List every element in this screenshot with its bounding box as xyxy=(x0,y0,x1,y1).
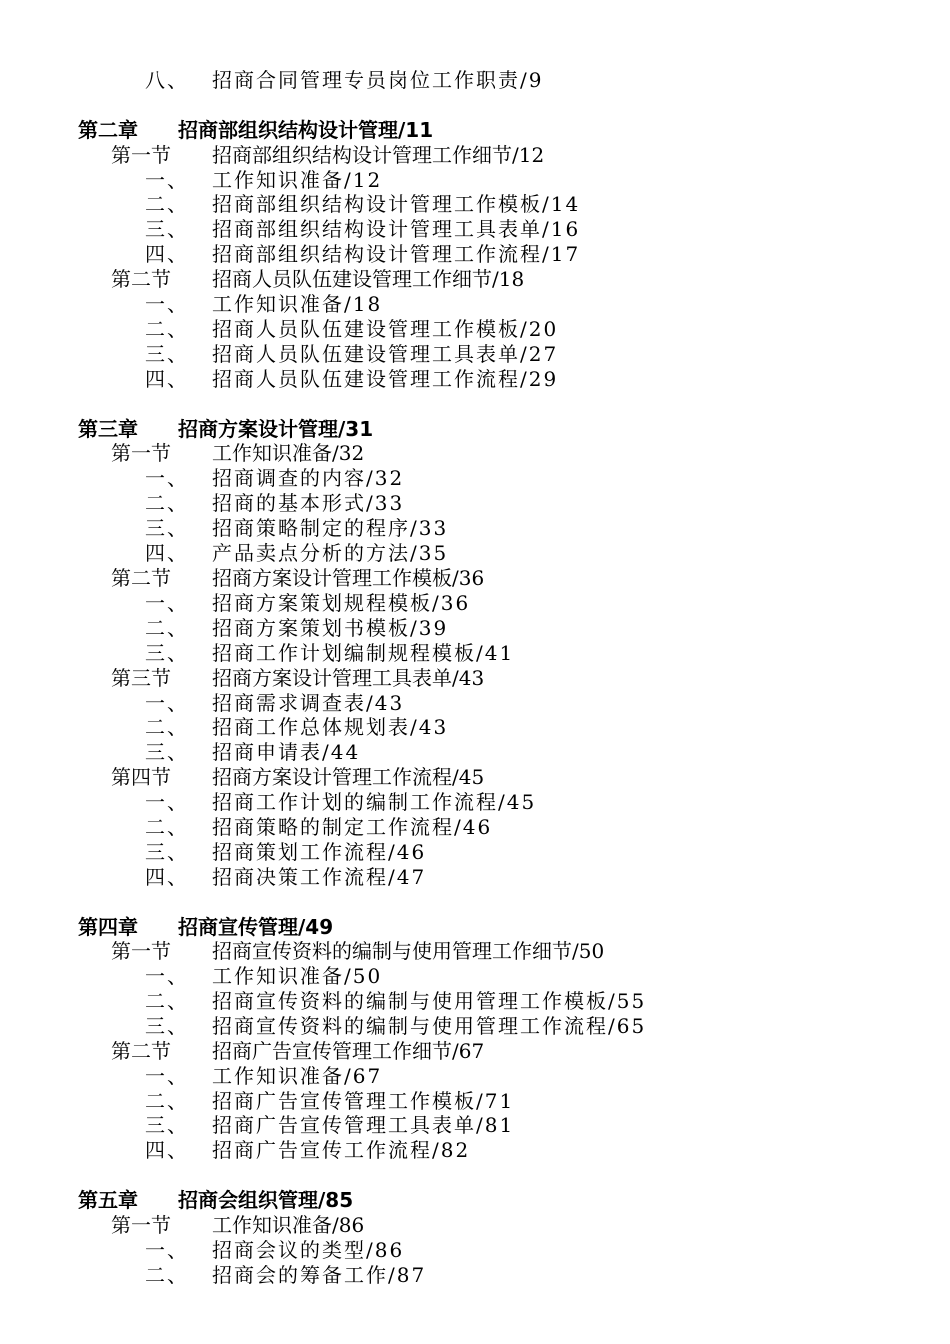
toc-item-title: 招商人员队伍建设管理工作模板/20 xyxy=(212,317,559,341)
toc-section-title: 招商广告宣传管理工作细节/67 xyxy=(212,1039,485,1063)
toc-section-number: 第一节 xyxy=(111,939,171,963)
toc-chapter-title: 招商方案设计管理/31 xyxy=(178,417,374,441)
toc-item-number: 一、 xyxy=(145,292,189,316)
toc-chapter-number: 第五章 xyxy=(78,1188,138,1212)
toc-item-title: 招商广告宣传工作流程/82 xyxy=(212,1138,471,1162)
toc-item-title: 招商宣传资料的编制与使用管理工作流程/65 xyxy=(212,1014,647,1038)
toc-section-number: 第一节 xyxy=(111,441,171,465)
toc-item-title: 招商宣传资料的编制与使用管理工作模板/55 xyxy=(212,989,647,1013)
toc-item-title: 招商会议的类型/86 xyxy=(212,1238,405,1262)
toc-item-number: 三、 xyxy=(145,641,189,665)
toc-chapter-title: 招商宣传管理/49 xyxy=(178,915,334,939)
toc-item-title: 招商的基本形式/33 xyxy=(212,491,405,515)
toc-chapter-number: 第二章 xyxy=(78,118,138,142)
toc-chapter-number: 第三章 xyxy=(78,417,138,441)
toc-item-title: 招商部组织结构设计管理工作模板/14 xyxy=(212,192,581,216)
toc-item-title: 招商会的筹备工作/87 xyxy=(212,1263,427,1287)
toc-item-title: 招商工作计划编制规程模板/41 xyxy=(212,641,515,665)
toc-item-number: 四、 xyxy=(145,865,189,889)
toc-item-title: 产品卖点分析的方法/35 xyxy=(212,541,449,565)
toc-chapter-number: 第四章 xyxy=(78,915,138,939)
toc-item-title: 招商部组织结构设计管理工作流程/17 xyxy=(212,242,581,266)
toc-item-title: 招商需求调查表/43 xyxy=(212,691,405,715)
toc-item-number: 二、 xyxy=(145,1263,189,1287)
toc-item-number: 二、 xyxy=(145,491,189,515)
toc-item-number: 一、 xyxy=(145,691,189,715)
toc-item-number: 三、 xyxy=(145,840,189,864)
toc-section-number: 第一节 xyxy=(111,143,171,167)
toc-item-number: 一、 xyxy=(145,591,189,615)
toc-section-title: 工作知识准备/32 xyxy=(212,441,365,465)
toc-item-number: 二、 xyxy=(145,715,189,739)
toc-item-number: 一、 xyxy=(145,1238,189,1262)
toc-item-title: 招商部组织结构设计管理工具表单/16 xyxy=(212,217,581,241)
toc-section-title: 招商方案设计管理工作模板/36 xyxy=(212,566,485,590)
toc-item-title: 招商决策工作流程/47 xyxy=(212,865,427,889)
toc-item-title: 工作知识准备/50 xyxy=(212,964,383,988)
toc-section-title: 招商人员队伍建设管理工作细节/18 xyxy=(212,267,525,291)
toc-item-title: 招商工作总体规划表/43 xyxy=(212,715,449,739)
toc-item-title: 招商合同管理专员岗位工作职责/9 xyxy=(212,68,544,92)
toc-item-title: 招商人员队伍建设管理工具表单/27 xyxy=(212,342,559,366)
toc-item-number: 三、 xyxy=(145,342,189,366)
toc-item-title: 招商广告宣传管理工具表单/81 xyxy=(212,1113,515,1137)
toc-item-title: 招商方案策划书模板/39 xyxy=(212,616,449,640)
toc-section-number: 第一节 xyxy=(111,1213,171,1237)
toc-item-title: 招商人员队伍建设管理工作流程/29 xyxy=(212,367,559,391)
toc-section-number: 第二节 xyxy=(111,566,171,590)
toc-item-title: 工作知识准备/12 xyxy=(212,168,383,192)
toc-item-number: 二、 xyxy=(145,815,189,839)
toc-section-title: 招商方案设计管理工具表单/43 xyxy=(212,666,485,690)
toc-section-title: 工作知识准备/86 xyxy=(212,1213,365,1237)
toc-section-title: 招商方案设计管理工作流程/45 xyxy=(212,765,485,789)
toc-item-number: 三、 xyxy=(145,217,189,241)
toc-section-title: 招商部组织结构设计管理工作细节/12 xyxy=(212,143,545,167)
toc-item-number: 一、 xyxy=(145,790,189,814)
toc-item-number: 二、 xyxy=(145,317,189,341)
toc-section-number: 第二节 xyxy=(111,1039,171,1063)
toc-section-number: 第三节 xyxy=(111,666,171,690)
toc-item-number: 三、 xyxy=(145,516,189,540)
toc-item-title: 招商调查的内容/32 xyxy=(212,466,405,490)
toc-item-number: 四、 xyxy=(145,242,189,266)
toc-item-number: 一、 xyxy=(145,1064,189,1088)
toc-item-number: 一、 xyxy=(145,466,189,490)
toc-item-title: 招商策略的制定工作流程/46 xyxy=(212,815,493,839)
toc-item-number: 二、 xyxy=(145,616,189,640)
toc-item-number: 三、 xyxy=(145,740,189,764)
toc-item-title: 工作知识准备/18 xyxy=(212,292,383,316)
toc-item-title: 招商工作计划的编制工作流程/45 xyxy=(212,790,537,814)
toc-section-title: 招商宣传资料的编制与使用管理工作细节/50 xyxy=(212,939,605,963)
toc-chapter-title: 招商会组织管理/85 xyxy=(178,1188,354,1212)
toc-item-title: 招商策略制定的程序/33 xyxy=(212,516,449,540)
toc-item-title: 招商策划工作流程/46 xyxy=(212,840,427,864)
toc-item-title: 招商广告宣传管理工作模板/71 xyxy=(212,1089,515,1113)
toc-section-number: 第四节 xyxy=(111,765,171,789)
toc-item-number: 二、 xyxy=(145,192,189,216)
toc-section-number: 第二节 xyxy=(111,267,171,291)
toc-item-title: 招商申请表/44 xyxy=(212,740,361,764)
toc-chapter-title: 招商部组织结构设计管理/11 xyxy=(178,118,434,142)
toc-item-number: 八、 xyxy=(145,68,189,92)
toc-item-number: 三、 xyxy=(145,1113,189,1137)
toc-item-number: 三、 xyxy=(145,1014,189,1038)
toc-item-number: 一、 xyxy=(145,964,189,988)
toc-item-title: 招商方案策划规程模板/36 xyxy=(212,591,471,615)
toc-item-number: 四、 xyxy=(145,367,189,391)
toc-item-title: 工作知识准备/67 xyxy=(212,1064,383,1088)
toc-item-number: 二、 xyxy=(145,1089,189,1113)
toc-item-number: 一、 xyxy=(145,168,189,192)
toc-item-number: 二、 xyxy=(145,989,189,1013)
toc-item-number: 四、 xyxy=(145,541,189,565)
toc-item-number: 四、 xyxy=(145,1138,189,1162)
